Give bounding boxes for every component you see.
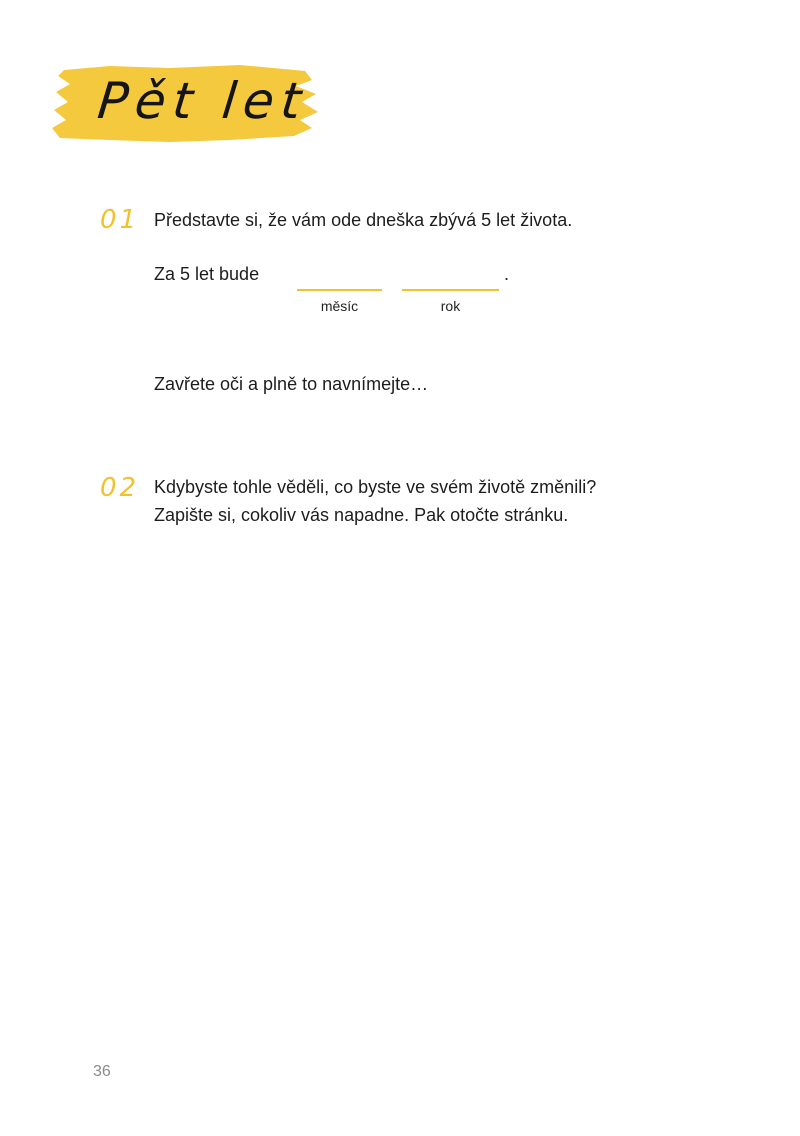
- month-label: měsíc: [320, 298, 359, 314]
- step-01-text: Představte si, že vám ode dneška zbývá 5 let života.: [154, 210, 573, 230]
- step-number-01: 01: [100, 205, 140, 235]
- step-01-prompt: Za 5 let bude: [154, 264, 260, 284]
- month-blank-line[interactable]: [297, 289, 382, 291]
- title-banner: [50, 62, 320, 146]
- step-01-instruction: Zavřete oči a plně to navnímejte…: [154, 374, 429, 394]
- year-label: rok: [440, 298, 461, 314]
- year-blank-line[interactable]: [402, 289, 499, 291]
- page-number: 36: [93, 1063, 111, 1080]
- step-02-line-1: Kdybyste tohle věděli, co byste ve svém životě změnili?: [154, 477, 597, 497]
- page-title: Pět let: [94, 72, 311, 130]
- step-02-line-2: Zapište si, cokoliv vás napadne. Pak otočte stránku.: [154, 505, 569, 525]
- prompt-period: .: [504, 264, 510, 284]
- step-number-02: 02: [100, 473, 140, 503]
